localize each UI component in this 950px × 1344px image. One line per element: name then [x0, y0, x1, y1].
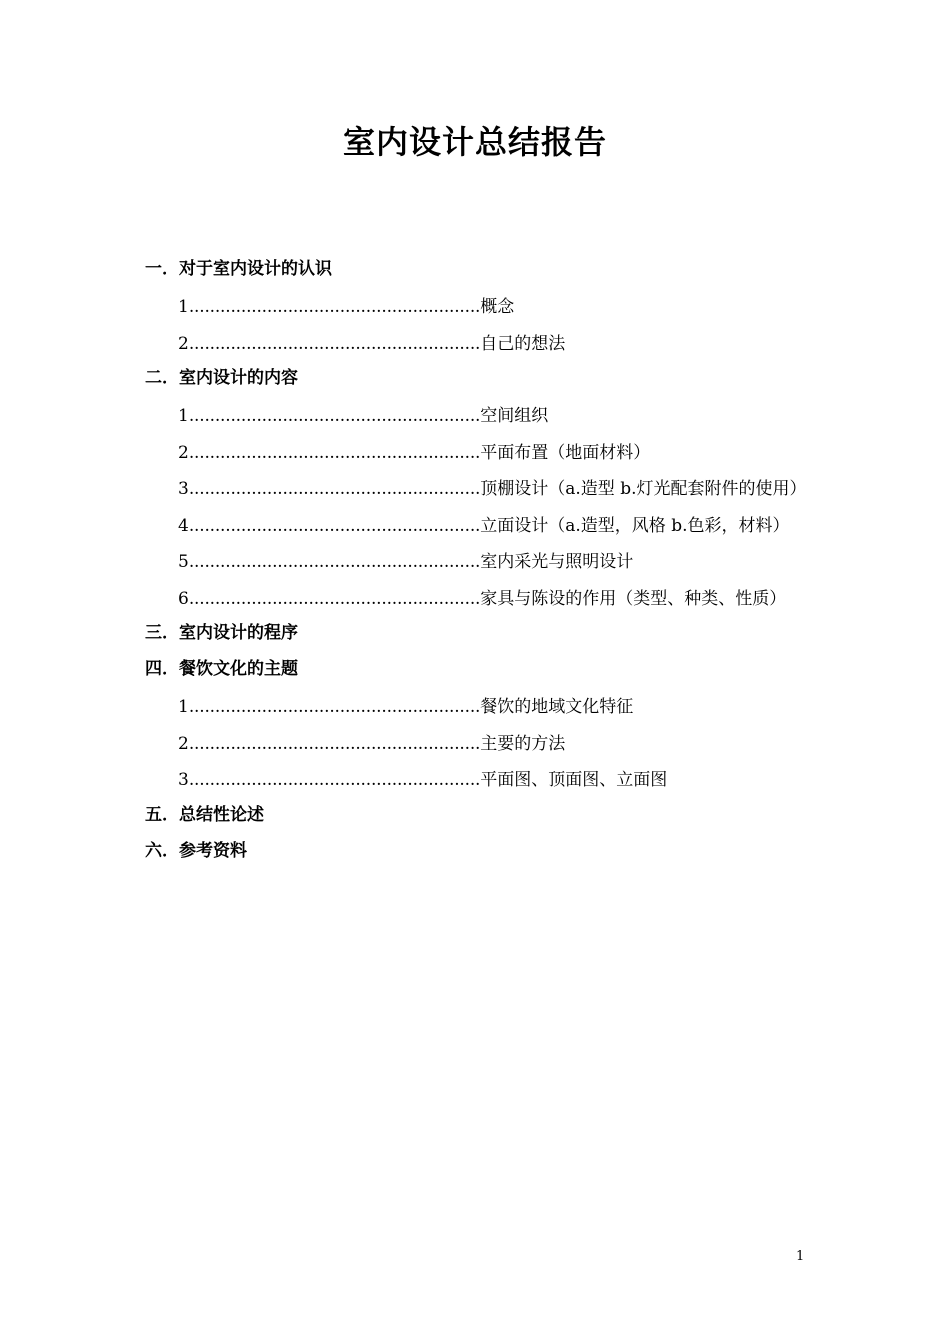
leader-dots: ........................................................ [188, 515, 481, 536]
item-number: 2 [178, 333, 189, 354]
page-number: 1 [796, 1249, 805, 1264]
item-text: 主要的方法 [480, 733, 566, 754]
leader-dots: ........................................................ [188, 770, 481, 790]
item-text: 家具与陈设的作用（类型、种类、性质） [480, 588, 787, 609]
section-heading: 一．对于室内设计的认识 [145, 259, 332, 279]
section-heading: 五．总结性论述 [145, 804, 264, 825]
toc-item [145, 691, 825, 728]
item-number: 1 [178, 297, 189, 317]
toc-item [145, 546, 825, 583]
item-number: 6 [178, 588, 189, 609]
item-text: 空间组织 [480, 406, 549, 426]
item-text: 自己的想法 [480, 333, 566, 354]
item-text: 顶棚设计（a.造型 b.灯光配套附件的使用） [480, 479, 807, 499]
item-number: 1 [178, 697, 189, 717]
item-text: 立面设计（a.造型，风格 b.色彩，材料） [480, 515, 790, 536]
leader-dots: ........................................................ [188, 333, 481, 354]
leader-dots: ........................................................ [188, 442, 481, 463]
section-heading: 六．参考资料 [145, 840, 247, 861]
item-text: 平面布置（地面材料） [480, 442, 651, 463]
item-number: 2 [178, 442, 189, 463]
item-number: 4 [178, 515, 189, 536]
item-text: 室内采光与照明设计 [480, 552, 634, 572]
section-heading: 二．室内设计的内容 [145, 368, 298, 388]
section-heading: 四．餐饮文化的主题 [145, 659, 298, 679]
item-number: 1 [178, 406, 189, 426]
leader-dots: ........................................................ [188, 552, 481, 572]
leader-dots: ........................................................ [188, 406, 481, 426]
item-text: 平面图、顶面图、立面图 [480, 770, 668, 790]
toc-item [145, 400, 825, 437]
toc-item [145, 328, 825, 365]
leader-dots: ........................................................ [188, 733, 481, 754]
item-number: 3 [178, 770, 189, 790]
item-number: 5 [178, 552, 189, 572]
document-title: 室内设计总结报告 [342, 123, 607, 161]
item-number: 2 [178, 733, 189, 754]
item-number: 3 [178, 479, 189, 499]
leader-dots: ........................................................ [188, 297, 481, 317]
toc-item [145, 291, 825, 328]
leader-dots: ........................................................ [188, 588, 481, 609]
toc-item [145, 764, 825, 801]
section-heading: 三．室内设计的程序 [145, 623, 298, 643]
toc-item [145, 510, 825, 547]
toc-item [145, 728, 825, 765]
toc-item [145, 437, 825, 474]
item-text: 餐饮的地域文化特征 [480, 697, 634, 717]
leader-dots: ........................................................ [188, 479, 481, 499]
table-of-contents [145, 255, 825, 873]
item-text: 概念 [480, 297, 515, 317]
toc-item [145, 473, 825, 510]
toc-item [145, 583, 825, 620]
leader-dots: ........................................................ [188, 697, 481, 717]
